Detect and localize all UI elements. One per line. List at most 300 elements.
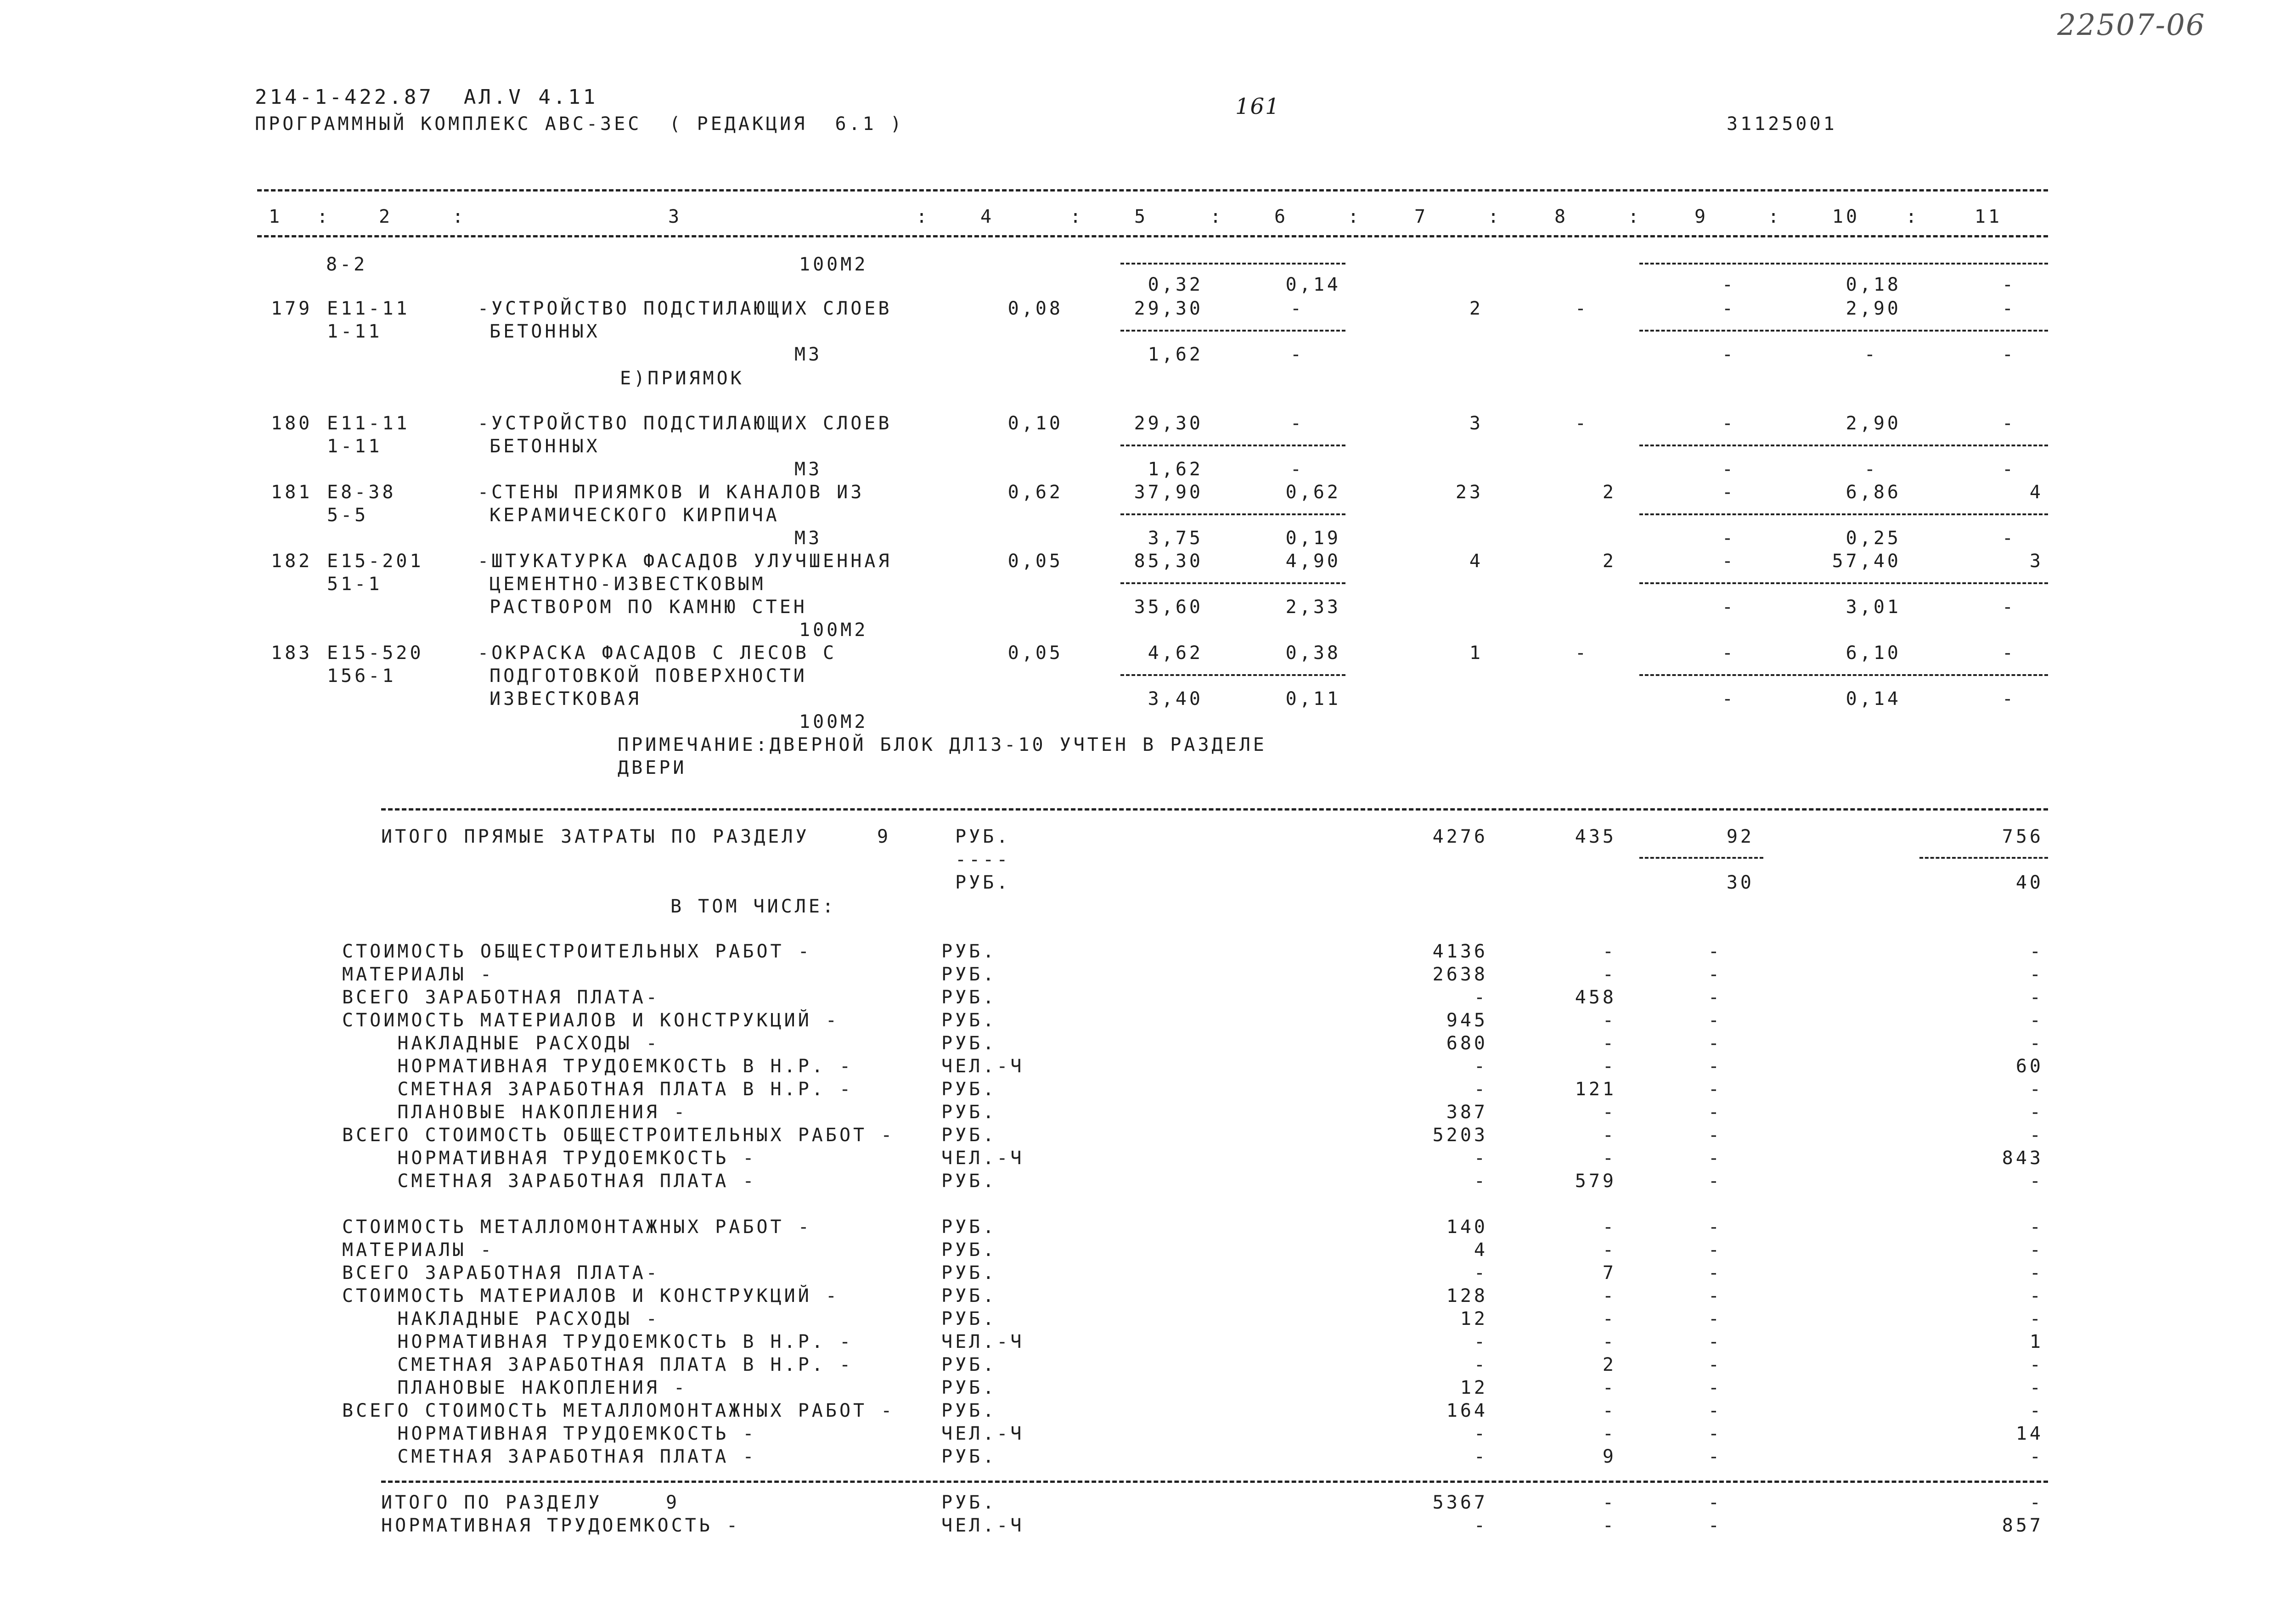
summary-col7: - xyxy=(1474,1171,1488,1192)
summary-unit: ЧЕЛ.-Ч xyxy=(941,1331,1024,1352)
summary-col11: - xyxy=(2029,1492,2043,1513)
row-name: ПОДГОТОВКОЙ ПОВЕРХНОСТИ xyxy=(490,665,807,687)
row-name: ЦЕМЕНТНО-ИЗВЕСТКОВЫМ xyxy=(490,574,766,595)
column-separator: : xyxy=(317,206,331,227)
summary-col7: - xyxy=(1474,1515,1488,1536)
column-separator: : xyxy=(1070,206,1084,227)
summary-col11: - xyxy=(2029,1102,2043,1123)
cell-col5: 29,30 xyxy=(1134,413,1203,434)
column-header-2: 2 xyxy=(378,206,393,227)
summary-unit: РУБ. xyxy=(941,1102,997,1123)
summary-unit: РУБ. xyxy=(941,1216,997,1238)
summary-col8: 7 xyxy=(1602,1262,1616,1284)
cell-col4: 0,62 xyxy=(1007,482,1063,503)
row-code: 8-2 xyxy=(326,254,368,275)
column-separator: : xyxy=(1210,206,1224,227)
summary-col8: - xyxy=(1602,941,1616,962)
summary-col7: - xyxy=(1474,1056,1488,1077)
summary-col9: - xyxy=(1708,964,1722,985)
cell-col9: - xyxy=(1722,274,1736,295)
row-name: -ОКРАСКА ФАСАДОВ С ЛЕСОВ С xyxy=(478,642,837,664)
summary-col7: - xyxy=(1474,987,1488,1008)
summary-label: НОРМАТИВНАЯ ТРУДОЕМКОСТЬ В Н.Р. - xyxy=(342,1056,854,1077)
summary-col9: - xyxy=(1708,1102,1722,1123)
summary-col8: - xyxy=(1602,1377,1616,1398)
cell-col6: - xyxy=(1290,298,1304,319)
cell-col9-sub: - xyxy=(1722,459,1736,480)
cell-col10-sub: 3,01 xyxy=(1846,597,1901,618)
row-code-sub: 1-11 xyxy=(327,321,383,342)
summary-col8: - xyxy=(1602,1148,1616,1169)
summary-col11: - xyxy=(2029,1171,2043,1192)
summary-label: СМЕТНАЯ ЗАРАБОТНАЯ ПЛАТА В Н.Р. - xyxy=(342,1354,854,1375)
summary-col9: - xyxy=(1708,1423,1722,1444)
row-number: 182 xyxy=(271,551,313,572)
summary-label: СМЕТНАЯ ЗАРАБОТНАЯ ПЛАТА - xyxy=(342,1171,757,1192)
cell-col6-sub: 0,14 xyxy=(1285,274,1341,295)
row-unit: 100М2 xyxy=(799,619,868,641)
summary-col9: - xyxy=(1708,1446,1722,1467)
cell-col5-sub: 0,32 xyxy=(1148,274,1203,295)
cell-col5: 4,62 xyxy=(1148,642,1203,664)
summary-unit: РУБ. xyxy=(941,1377,997,1398)
row-unit: 100М2 xyxy=(799,711,868,732)
cell-col4: 0,05 xyxy=(1007,551,1063,572)
summary-col9: - xyxy=(1708,941,1722,962)
cell-divider xyxy=(1120,674,1345,676)
cell-divider xyxy=(1919,857,2048,859)
cell-col6: - xyxy=(1290,413,1304,434)
cell-divider xyxy=(1120,582,1345,584)
summary-col8: 2 xyxy=(1602,1354,1616,1375)
column-header-11: 11 xyxy=(1974,206,2003,227)
cell-col11: 3 xyxy=(2029,551,2043,572)
summary-col7: 5203 xyxy=(1432,1125,1488,1146)
cell-col5: 85,30 xyxy=(1134,551,1203,572)
summary-label: СТОИМОСТЬ ОБЩЕСТРОИТЕЛЬНЫХ РАБОТ - xyxy=(342,941,812,962)
totals-col7: 4276 xyxy=(1432,826,1488,847)
cell-divider xyxy=(1120,263,1345,265)
summary-label: СТОИМОСТЬ МАТЕРИАЛОВ И КОНСТРУКЦИЙ - xyxy=(342,1285,839,1307)
cell-col6-sub: - xyxy=(1290,459,1304,480)
summary-col8: - xyxy=(1602,1285,1616,1307)
summary-col9: - xyxy=(1708,1239,1722,1261)
summary-unit: РУБ. xyxy=(941,1125,997,1146)
summary-col11: - xyxy=(2029,1033,2043,1054)
cell-col9-sub: - xyxy=(1722,597,1736,618)
summary-col9: - xyxy=(1708,1377,1722,1398)
cell-divider xyxy=(1639,674,2048,676)
summary-col7: - xyxy=(1474,1446,1488,1467)
header-rule-bottom xyxy=(257,235,2048,237)
column-header-7: 7 xyxy=(1414,206,1429,227)
cell-col6: 0,38 xyxy=(1285,642,1341,664)
summary-col8: - xyxy=(1602,1125,1616,1146)
summary-unit: ЧЕЛ.-Ч xyxy=(941,1423,1024,1444)
cell-col9: - xyxy=(1722,482,1736,503)
summary-col9: - xyxy=(1708,1125,1722,1146)
summary-col7: 4136 xyxy=(1432,941,1488,962)
column-header-8: 8 xyxy=(1554,206,1569,227)
summary-col8: - xyxy=(1602,1216,1616,1238)
summary-unit: РУБ. xyxy=(941,1079,997,1100)
row-unit: М3 xyxy=(794,459,822,480)
row-name: ИЗВЕСТКОВАЯ xyxy=(490,688,642,710)
cell-col8: - xyxy=(1575,642,1589,664)
summary-label: ВСЕГО ЗАРАБОТНАЯ ПЛАТА- xyxy=(342,987,660,1008)
summary-col11: - xyxy=(2029,1285,2043,1307)
summary-col7: 680 xyxy=(1446,1033,1488,1054)
summary-unit: РУБ. xyxy=(941,1033,997,1054)
cell-col9-sub: - xyxy=(1722,688,1736,710)
cell-col5-sub: 1,62 xyxy=(1148,459,1203,480)
summary-unit: РУБ. xyxy=(941,1354,997,1375)
summary-col11: 843 xyxy=(2002,1148,2043,1169)
totals-rule xyxy=(381,808,2048,811)
summary-col7: - xyxy=(1474,1079,1488,1100)
cell-col6-sub: 0,19 xyxy=(1285,528,1341,549)
summary-unit: РУБ. xyxy=(941,1308,997,1329)
cell-col10-sub: - xyxy=(1864,344,1878,365)
summary-col7: 140 xyxy=(1446,1216,1488,1238)
note-text: ПРИМЕЧАНИЕ:ДВЕРНОЙ БЛОК ДЛ13-10 УЧТЕН В РАЗДЕЛЕ xyxy=(618,734,1267,755)
summary-unit: РУБ. xyxy=(941,964,997,985)
row-name: КЕРАМИЧЕСКОГО КИРПИЧА xyxy=(490,505,780,526)
summary-col11: 1 xyxy=(2029,1331,2043,1352)
row-code: Е11-11 xyxy=(327,413,410,434)
summary-unit: РУБ. xyxy=(941,1262,997,1284)
summary-col9: - xyxy=(1708,1033,1722,1054)
summary-label: ВСЕГО СТОИМОСТЬ ОБЩЕСТРОИТЕЛЬНЫХ РАБОТ - xyxy=(342,1125,895,1146)
summary-label: ИТОГО ПО РАЗДЕЛУ xyxy=(381,1492,602,1513)
summary-col8: - xyxy=(1602,1400,1616,1421)
cell-col7: 23 xyxy=(1455,482,1483,503)
summary-unit: РУБ. xyxy=(941,1239,997,1261)
cell-divider xyxy=(1639,857,1763,859)
summary-col11: - xyxy=(2029,1446,2043,1467)
totals-col11: 756 xyxy=(2002,826,2043,847)
cell-col9-sub: - xyxy=(1722,528,1736,549)
summary-col9: - xyxy=(1708,1171,1722,1192)
cell-col10-sub: - xyxy=(1864,459,1878,480)
summary-unit: ЧЕЛ.-Ч xyxy=(941,1148,1024,1169)
cell-divider xyxy=(1120,330,1345,332)
cell-divider xyxy=(1639,330,2048,332)
cell-col10-sub: 0,14 xyxy=(1846,688,1901,710)
summary-col11: 60 xyxy=(2015,1056,2043,1077)
summary-unit: РУБ. xyxy=(941,1010,997,1031)
cell-divider xyxy=(1639,582,2048,584)
cell-col5: 37,90 xyxy=(1134,482,1203,503)
summary-col8: 579 xyxy=(1575,1171,1616,1192)
summary-label: СМЕТНАЯ ЗАРАБОТНАЯ ПЛАТА - xyxy=(342,1446,757,1467)
cell-col6: 0,62 xyxy=(1285,482,1341,503)
summary-label: НАКЛАДНЫЕ РАСХОДЫ - xyxy=(342,1033,660,1054)
summary-col9: - xyxy=(1708,1010,1722,1031)
row-code-sub: 1-11 xyxy=(327,436,383,457)
summary-label: МАТЕРИАЛЫ - xyxy=(342,1239,494,1261)
summary-label: МАТЕРИАЛЫ - xyxy=(342,964,494,985)
row-code-sub: 5-5 xyxy=(327,505,369,526)
totals-unit-sub: РУБ. xyxy=(955,872,1011,893)
cell-col11-sub: - xyxy=(2002,459,2016,480)
row-name: РАСТВОРОМ ПО КАМНЮ СТЕН xyxy=(490,597,807,618)
row-code: Е15-520 xyxy=(327,642,424,664)
summary-col9: - xyxy=(1708,1079,1722,1100)
summary-label: НОРМАТИВНАЯ ТРУДОЕМКОСТЬ - xyxy=(381,1515,741,1536)
summary-col9: - xyxy=(1708,1331,1722,1352)
cell-col11-sub: - xyxy=(2002,528,2016,549)
row-name: -ШТУКАТУРКА ФАСАДОВ УЛУЧШЕННАЯ xyxy=(478,551,892,572)
cell-col10-sub: 0,25 xyxy=(1846,528,1901,549)
cell-col5-sub: 3,40 xyxy=(1148,688,1203,710)
column-header-6: 6 xyxy=(1274,206,1289,227)
row-name: БЕТОННЫХ xyxy=(490,436,600,457)
cell-col11: 4 xyxy=(2029,482,2043,503)
cell-divider xyxy=(1120,445,1345,446)
cell-divider xyxy=(1639,445,2048,446)
summary-col11: - xyxy=(2029,1125,2043,1146)
column-separator: : xyxy=(1488,206,1502,227)
summary-col7: 2638 xyxy=(1432,964,1488,985)
summary-col9: - xyxy=(1708,1262,1722,1284)
row-code-sub: 51-1 xyxy=(327,574,383,595)
header-rule-top xyxy=(257,189,2048,191)
summary-col11: 14 xyxy=(2015,1423,2043,1444)
archive-stamp: 22507-06 xyxy=(2057,8,2206,42)
summary-label: НАКЛАДНЫЕ РАСХОДЫ - xyxy=(342,1308,660,1329)
totals-col9: 92 xyxy=(1726,826,1754,847)
program-title: ПРОГРАММНЫЙ КОМПЛЕКС АВС-3ЕС ( РЕДАКЦИЯ 6.1 ) xyxy=(255,113,904,135)
column-header-1: 1 xyxy=(268,206,283,227)
row-name: -СТЕНЫ ПРИЯМКОВ И КАНАЛОВ ИЗ xyxy=(478,482,865,503)
cell-col9: - xyxy=(1722,551,1736,572)
cell-col7: 2 xyxy=(1469,298,1483,319)
summary-col9: - xyxy=(1708,1308,1722,1329)
summary-unit: ЧЕЛ.-Ч xyxy=(941,1515,1024,1536)
summary-col7: 12 xyxy=(1460,1377,1488,1398)
cell-col11-sub: - xyxy=(2002,597,2016,618)
summary-col8: - xyxy=(1602,1308,1616,1329)
including-heading: В ТОМ ЧИСЛЕ: xyxy=(670,896,836,917)
note-text-cont: ДВЕРИ xyxy=(618,757,687,778)
cell-col9: - xyxy=(1722,298,1736,319)
column-separator: : xyxy=(1628,206,1642,227)
column-separator: : xyxy=(1348,206,1362,227)
summary-col11: - xyxy=(2029,941,2043,962)
summary-unit: РУБ. xyxy=(941,941,997,962)
cell-col11: - xyxy=(2002,298,2016,319)
row-name: -УСТРОЙСТВО ПОДСТИЛАЮЩИХ СЛОЕВ xyxy=(478,413,892,434)
summary-label: СТОИМОСТЬ МЕТАЛЛОМОНТАЖНЫХ РАБОТ - xyxy=(342,1216,812,1238)
cell-divider xyxy=(1639,513,2048,515)
column-separator: : xyxy=(916,206,930,227)
summary-col7: - xyxy=(1474,1354,1488,1375)
cell-col9: - xyxy=(1722,413,1736,434)
column-header-3: 3 xyxy=(668,206,682,227)
summary-unit: РУБ. xyxy=(941,1400,997,1421)
row-code: Е8-38 xyxy=(327,482,396,503)
cell-col6-sub: - xyxy=(1290,344,1304,365)
summary-col7: 945 xyxy=(1446,1010,1488,1031)
cell-col6-sub: 0,11 xyxy=(1285,688,1341,710)
cell-col11: - xyxy=(2002,413,2016,434)
summary-col7: - xyxy=(1474,1262,1488,1284)
cell-divider xyxy=(1639,263,2048,265)
summary-col8: - xyxy=(1602,1102,1616,1123)
cell-col11-sub: - xyxy=(2002,344,2016,365)
cell-col11: - xyxy=(2002,274,2016,295)
summary-col11: 857 xyxy=(2002,1515,2043,1536)
summary-label: НОРМАТИВНАЯ ТРУДОЕМКОСТЬ - xyxy=(342,1423,757,1444)
summary-label: ВСЕГО ЗАРАБОТНАЯ ПЛАТА- xyxy=(342,1262,660,1284)
summary-col7: - xyxy=(1474,1423,1488,1444)
column-separator: : xyxy=(1906,206,1920,227)
totals-col9-sub: 30 xyxy=(1726,872,1754,893)
summary-unit: РУБ. xyxy=(941,1285,997,1307)
cell-divider xyxy=(1120,513,1345,515)
summary-label: ПЛАНОВЫЕ НАКОПЛЕНИЯ - xyxy=(342,1102,688,1123)
summary-col11: - xyxy=(2029,1354,2043,1375)
cell-col10: 57,40 xyxy=(1832,551,1901,572)
cell-col11: - xyxy=(2002,642,2016,664)
summary-unit: РУБ. xyxy=(941,987,997,1008)
summary-col11: - xyxy=(2029,1377,2043,1398)
summary-col8: - xyxy=(1602,1239,1616,1261)
totals-label: ИТОГО ПРЯМЫЕ ЗАТРАТЫ ПО РАЗДЕЛУ xyxy=(381,826,810,847)
summary-col11: - xyxy=(2029,964,2043,985)
row-code-sub: 156-1 xyxy=(327,665,396,687)
column-separator: : xyxy=(1768,206,1782,227)
totals-col11-sub: 40 xyxy=(2015,872,2043,893)
summary-col9: - xyxy=(1708,1148,1722,1169)
cell-col4: 0,05 xyxy=(1007,642,1063,664)
summary-col8: - xyxy=(1602,1010,1616,1031)
cell-col10-sub: 0,18 xyxy=(1846,274,1901,295)
summary-unit: ЧЕЛ.-Ч xyxy=(941,1056,1024,1077)
doc-code: 214-1-422.87 АЛ.V 4.11 xyxy=(255,85,598,109)
row-unit: 100М2 xyxy=(799,254,868,275)
summary-col8: 458 xyxy=(1575,987,1616,1008)
cell-col8: 2 xyxy=(1602,482,1616,503)
totals-col8: 435 xyxy=(1575,826,1616,847)
totals-section-no: 9 xyxy=(877,826,891,847)
cell-col5-sub: 3,75 xyxy=(1148,528,1203,549)
summary-section-no: 9 xyxy=(666,1492,680,1513)
summary-label: НОРМАТИВНАЯ ТРУДОЕМКОСТЬ В Н.Р. - xyxy=(342,1331,854,1352)
summary-col11: - xyxy=(2029,1239,2043,1261)
summary-col8: 9 xyxy=(1602,1446,1616,1467)
summary-col8: 121 xyxy=(1575,1079,1616,1100)
summary-col9: - xyxy=(1708,1285,1722,1307)
summary-col8: - xyxy=(1602,1492,1616,1513)
row-name: БЕТОННЫХ xyxy=(490,321,600,342)
column-header-10: 10 xyxy=(1832,206,1860,227)
summary-col11: - xyxy=(2029,987,2043,1008)
row-name: -УСТРОЙСТВО ПОДСТИЛАЮЩИХ СЛОЕВ xyxy=(478,298,892,319)
summary-col11: - xyxy=(2029,1308,2043,1329)
summary-col11: - xyxy=(2029,1010,2043,1031)
column-header-5: 5 xyxy=(1134,206,1148,227)
cell-col6: 4,90 xyxy=(1285,551,1341,572)
row-unit: М3 xyxy=(794,344,822,365)
summary-col11: - xyxy=(2029,1400,2043,1421)
row-number: 180 xyxy=(271,413,313,434)
summary-col9: - xyxy=(1708,987,1722,1008)
summary-col7: - xyxy=(1474,1148,1488,1169)
cell-col10: 2,90 xyxy=(1846,413,1901,434)
cell-col10: 2,90 xyxy=(1846,298,1901,319)
summary-col7: 128 xyxy=(1446,1285,1488,1307)
summary-col8: - xyxy=(1602,1331,1616,1352)
summary-label: СМЕТНАЯ ЗАРАБОТНАЯ ПЛАТА В Н.Р. - xyxy=(342,1079,854,1100)
cell-col8: 2 xyxy=(1602,551,1616,572)
section-heading: Е)ПРИЯМОК xyxy=(620,368,744,389)
summary-col8: - xyxy=(1602,1515,1616,1536)
summary-label: ПЛАНОВЫЕ НАКОПЛЕНИЯ - xyxy=(342,1377,688,1398)
summary-col9: - xyxy=(1708,1400,1722,1421)
summary-col7: 164 xyxy=(1446,1400,1488,1421)
cell-col6-sub: 2,33 xyxy=(1285,597,1341,618)
row-unit: М3 xyxy=(794,528,822,549)
summary-col7: 4 xyxy=(1474,1239,1488,1261)
summary-unit: РУБ. xyxy=(941,1446,997,1467)
row-code: Е11-11 xyxy=(327,298,410,319)
summary-label: НОРМАТИВНАЯ ТРУДОЕМКОСТЬ - xyxy=(342,1148,757,1169)
summary-col8: - xyxy=(1602,964,1616,985)
summary-label: СТОИМОСТЬ МАТЕРИАЛОВ И КОНСТРУКЦИЙ - xyxy=(342,1010,839,1031)
summary-col7: 12 xyxy=(1460,1308,1488,1329)
row-number: 179 xyxy=(271,298,313,319)
cell-col7: 3 xyxy=(1469,413,1483,434)
cell-col10: 6,86 xyxy=(1846,482,1901,503)
cell-col5: 29,30 xyxy=(1134,298,1203,319)
column-header-9: 9 xyxy=(1694,206,1709,227)
summary-col11: - xyxy=(2029,1216,2043,1238)
summary-unit: РУБ. xyxy=(941,1492,997,1513)
summary-col9: - xyxy=(1708,1354,1722,1375)
column-separator: : xyxy=(452,206,467,227)
doc-number: 31125001 xyxy=(1727,113,1837,135)
summary-col7: 387 xyxy=(1446,1102,1488,1123)
cell-col4: 0,10 xyxy=(1007,413,1063,434)
summary-col7: - xyxy=(1474,1331,1488,1352)
summary-col9: - xyxy=(1708,1492,1722,1513)
row-number: 181 xyxy=(271,482,313,503)
cell-col4: 0,08 xyxy=(1007,298,1063,319)
final-rule xyxy=(381,1481,2048,1483)
column-header-4: 4 xyxy=(980,206,995,227)
cell-col7: 4 xyxy=(1469,551,1483,572)
row-number: 183 xyxy=(271,642,313,664)
totals-unit: РУБ. xyxy=(955,826,1011,847)
summary-col9: - xyxy=(1708,1216,1722,1238)
cell-col9-sub: - xyxy=(1722,344,1736,365)
summary-col8: - xyxy=(1602,1056,1616,1077)
cell-col5-sub: 1,62 xyxy=(1148,344,1203,365)
summary-label: ВСЕГО СТОИМОСТЬ МЕТАЛЛОМОНТАЖНЫХ РАБОТ - xyxy=(342,1400,895,1421)
summary-col8: - xyxy=(1602,1033,1616,1054)
totals-unit-divider: ---- xyxy=(955,849,1011,870)
summary-col11: - xyxy=(2029,1262,2043,1284)
summary-col11: - xyxy=(2029,1079,2043,1100)
cell-col9: - xyxy=(1722,642,1736,664)
cell-col5-sub: 35,60 xyxy=(1134,597,1203,618)
summary-col8: - xyxy=(1602,1423,1616,1444)
summary-col9: - xyxy=(1708,1515,1722,1536)
page-number: 161 xyxy=(1235,94,1280,119)
summary-col9: - xyxy=(1708,1056,1722,1077)
